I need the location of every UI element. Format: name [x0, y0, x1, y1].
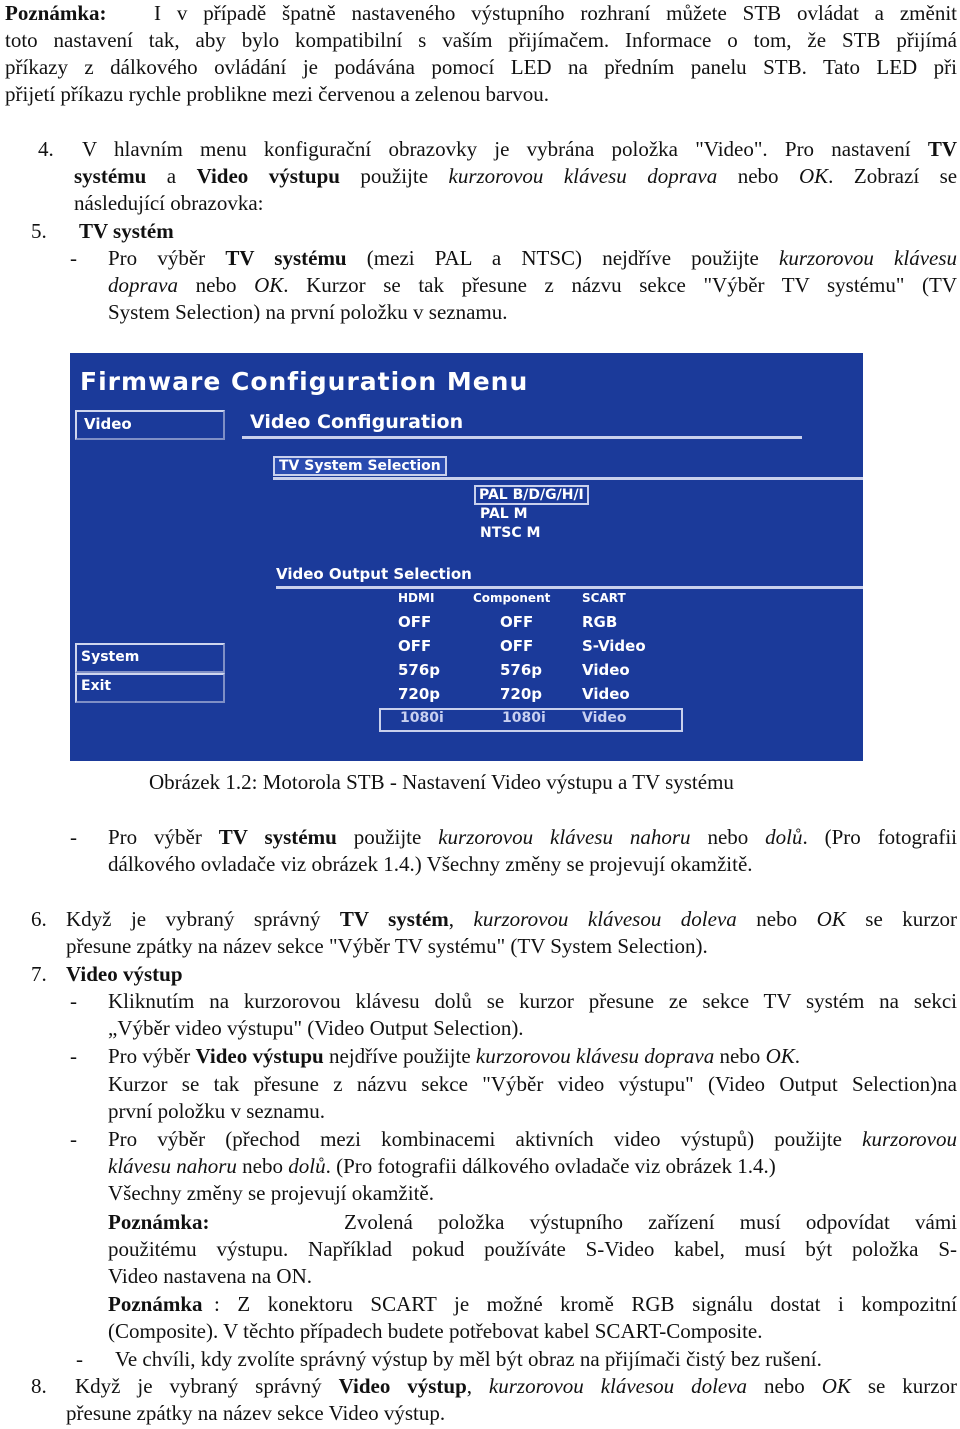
- row-4-scart[interactable]: Video: [582, 685, 630, 703]
- row-4-hdmi[interactable]: 720p: [398, 685, 441, 703]
- firmware-title: Firmware Configuration Menu: [80, 367, 529, 396]
- output-section-title[interactable]: Video Output Selection: [276, 565, 472, 583]
- tv-section-title[interactable]: TV System Selection: [273, 456, 447, 476]
- step-7-dash-4: -: [76, 1347, 83, 1371]
- heading-divider: [242, 436, 802, 439]
- step-4-line-2: systému a Video výstupu použijte kurzorovou klávesu doprava nebo OK. Zobrazí se: [74, 164, 958, 188]
- step-7-note-1-line-3: Video nastavena na ON.: [108, 1264, 313, 1288]
- note-line-2: toto nastavení tak, aby bylo kompatibilní s vaším přijímačem. Informace o tom, že STB přijímá: [5, 28, 957, 52]
- step-7-dash-1: -: [70, 989, 77, 1013]
- sidebar-exit-label: Exit: [81, 678, 112, 694]
- after-figure-line-1: Pro výběr TV systému použijte kurzorovou klávesu nahoru nebo dolů. (Pro fotografii: [108, 825, 957, 849]
- output-section-rule: [276, 586, 863, 589]
- step-4-number: 4.: [38, 137, 54, 161]
- step-7-dash-2: -: [70, 1044, 77, 1068]
- tv-option-3[interactable]: NTSC M: [480, 525, 541, 541]
- row-1-scart[interactable]: RGB: [582, 613, 618, 631]
- step-8-line-2: přesune zpátky na název sekce Video výstup.: [66, 1401, 446, 1425]
- row-1-hdmi[interactable]: OFF: [398, 613, 432, 631]
- step-7-note-1-line-1: Zvolená položka výstupního zařízení musí odpovídat vámi: [344, 1210, 957, 1234]
- step-7-b2-line-2: Kurzor se tak přesune z názvu sekce "Výběr video výstupu" (Video Output Selection)na: [108, 1072, 957, 1096]
- step-7-b1-line-2: „Výběr video výstupu" (Video Output Selection).: [108, 1016, 524, 1040]
- step-7-b4: Ve chvíli, kdy zvolíte správný výstup by měl být obraz na přijímači čistý bez rušení.: [115, 1347, 822, 1371]
- tv-option-1[interactable]: PAL B/D/G/H/I: [474, 485, 589, 505]
- row-2-hdmi[interactable]: OFF: [398, 637, 432, 655]
- row-3-scart[interactable]: Video: [582, 661, 630, 679]
- step-7-b2-line-3: první položku v seznamu.: [108, 1099, 325, 1123]
- row-2-component[interactable]: OFF: [500, 637, 534, 655]
- step-6-number: 6.: [31, 907, 47, 931]
- step-7-title: Video výstup: [66, 962, 183, 986]
- step-7-b3-line-1: Pro výběr (přechod mezi kombinacemi aktivních video výstupů) použijte kurzorovou: [108, 1127, 958, 1151]
- step-4-line-3: následující obrazovka:: [74, 191, 264, 215]
- note-line-3: příkazy z dálkového ovládání je podávána pomocí LED na předním panelu STB. Tato LED při: [5, 55, 957, 79]
- row-5-scart[interactable]: Video: [582, 710, 627, 726]
- step-5-line-1: Pro výběr TV systému (mezi PAL a NTSC) nejdříve použijte kurzorovou klávesu: [108, 246, 958, 270]
- step-7-b1-line-1: Kliknutím na kurzorovou klávesu dolů se kurzor přesune ze sekce TV systém na sekci: [108, 989, 957, 1013]
- col-scart: SCART: [582, 591, 626, 605]
- col-component: Component: [473, 591, 551, 605]
- step-6-line-1: Když je vybraný správný TV systém, kurzorovou klávesou doleva nebo OK se kurzor: [66, 907, 958, 931]
- step-7-note-2-label: Poznámka: [108, 1292, 203, 1316]
- row-1-component[interactable]: OFF: [500, 613, 534, 631]
- row-2-scart[interactable]: S-Video: [582, 637, 646, 655]
- step-7-note-2-line-1: : Z konektoru SCART je možné kromě RGB signálu dostat i kompozitní: [214, 1292, 957, 1316]
- step-7-number: 7.: [31, 962, 47, 986]
- step-7-b3-line-2: klávesu nahoru nebo dolů. (Pro fotografii dálkového ovladače viz obrázek 1.4.): [108, 1154, 776, 1178]
- after-figure-dash: -: [70, 825, 77, 849]
- sidebar-system-label: System: [81, 649, 140, 665]
- step-5-line-3: System Selection) na první položku v seznamu.: [108, 300, 508, 324]
- row-3-component[interactable]: 576p: [500, 661, 543, 679]
- after-figure-line-2: dálkového ovladače viz obrázek 1.4.) Všechny změny se projevují okamžitě.: [108, 852, 753, 876]
- col-hdmi: HDMI: [398, 591, 435, 605]
- row-5-hdmi[interactable]: 1080i: [400, 710, 444, 726]
- step-5-number: 5.: [31, 219, 47, 243]
- video-config-heading: Video Configuration: [250, 411, 464, 433]
- step-7-b2-line-1: Pro výběr Video výstupu nejdříve použijte kurzorovou klávesu doprava nebo OK.: [108, 1044, 800, 1068]
- step-7-b3-line-3: Všechny změny se projevují okamžitě.: [108, 1181, 434, 1205]
- row-3-hdmi[interactable]: 576p: [398, 661, 441, 679]
- figure-caption: Obrázek 1.2: Motorola STB - Nastavení Video výstupu a TV systému: [149, 770, 734, 794]
- step-7-note-2-line-2: (Composite). V těchto případech budete potřebovat kabel SCART-Composite.: [108, 1319, 763, 1343]
- step-7-note-1-line-2: použitému výstupu. Například pokud používáte S-Video kabel, musí být položka S-: [108, 1237, 957, 1261]
- step-6-line-2: přesune zpátky na název sekce "Výběr TV systému" (TV System Selection).: [66, 934, 708, 958]
- tv-option-2[interactable]: PAL M: [480, 506, 528, 522]
- step-5-line-2: doprava nebo OK. Kurzor se tak přesune z názvu sekce "Výběr TV systému" (TV: [108, 273, 958, 297]
- step-7-note-1-label: Poznámka:: [108, 1210, 210, 1234]
- step-5-dash: -: [70, 246, 77, 270]
- step-8-number: 8.: [31, 1374, 47, 1398]
- note-line-1: Poznámka: I v případě špatně nastaveného výstupního rozhraní můžete STB ovládat a změnit: [5, 1, 957, 25]
- step-8-line-1: Když je vybraný správný Video výstup, kurzorovou klávesou doleva nebo OK se kurzor: [75, 1374, 958, 1398]
- tv-section-rule: [273, 477, 863, 480]
- row-4-component[interactable]: 720p: [500, 685, 543, 703]
- note-line-4: přijetí příkazu rychle problikne mezi červenou a zelenou barvou.: [5, 82, 550, 106]
- sidebar-video-label: Video: [84, 415, 132, 433]
- firmware-screenshot: [70, 353, 863, 761]
- step-4-line-1: V hlavním menu konfigurační obrazovky je vybrána položka "Video". Pro nastavení TV: [82, 137, 957, 161]
- step-5-title: TV systém: [79, 219, 174, 243]
- step-7-dash-3: -: [70, 1127, 77, 1151]
- row-5-component[interactable]: 1080i: [502, 710, 546, 726]
